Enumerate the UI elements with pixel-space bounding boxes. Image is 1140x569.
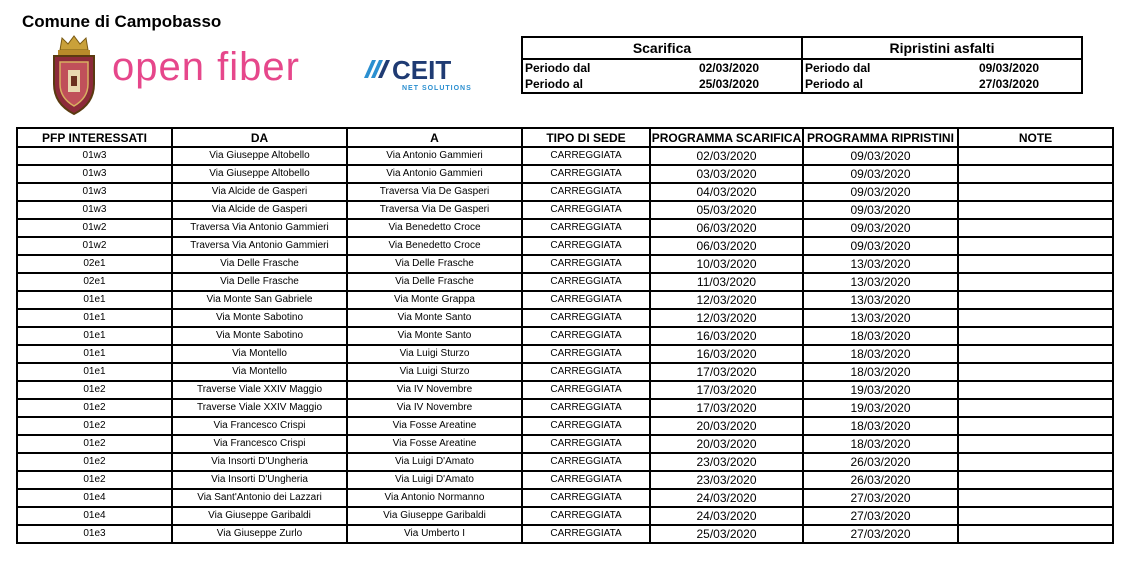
- cell-tipo: CARREGGIATA: [522, 219, 650, 237]
- table-row: [17, 165, 1113, 183]
- cell-tipo: CARREGGIATA: [522, 309, 650, 327]
- cell-scarifica: 23/03/2020: [650, 471, 803, 489]
- cell-ripristini: 13/03/2020: [803, 273, 958, 291]
- cell-tipo: CARREGGIATA: [522, 417, 650, 435]
- cell-pfp: 02e1: [17, 273, 172, 291]
- cell-a: Via Giuseppe Garibaldi: [347, 507, 522, 525]
- table-row: [17, 309, 1113, 327]
- table-row: [17, 471, 1113, 489]
- cell-tipo: CARREGGIATA: [522, 363, 650, 381]
- cell-a: Via Delle Frasche: [347, 255, 522, 273]
- cell-a: Via Luigi D'Amato: [347, 471, 522, 489]
- cell-a: Via Antonio Gammieri: [347, 165, 522, 183]
- cell-da: Via Monte San Gabriele: [172, 291, 347, 309]
- cell-tipo: CARREGGIATA: [522, 435, 650, 453]
- comune-crest-logo: [48, 34, 100, 116]
- cell-scarifica: 16/03/2020: [650, 327, 803, 345]
- cell-scarifica: 24/03/2020: [650, 489, 803, 507]
- scarifica-title: Scarifica: [522, 37, 802, 59]
- table-row: [17, 147, 1113, 165]
- ripristini-period: [802, 59, 1082, 93]
- cell-pfp: 01e1: [17, 327, 172, 345]
- col-header-a: A: [347, 128, 522, 147]
- table-header-row: [17, 128, 1113, 147]
- cell-ripristini: 13/03/2020: [803, 309, 958, 327]
- cell-tipo: CARREGGIATA: [522, 255, 650, 273]
- cell-ripristini: 13/03/2020: [803, 255, 958, 273]
- cell-ripristini: 09/03/2020: [803, 183, 958, 201]
- cell-a: Via Antonio Normanno: [347, 489, 522, 507]
- cell-scarifica: 20/03/2020: [650, 417, 803, 435]
- cell-pfp: 01w2: [17, 219, 172, 237]
- cell-note: [958, 345, 1113, 363]
- table-row: [17, 363, 1113, 381]
- period-to-label: Periodo al: [805, 77, 864, 91]
- cell-da: Via Giuseppe Altobello: [172, 165, 347, 183]
- cell-note: [958, 381, 1113, 399]
- cell-note: [958, 183, 1113, 201]
- cell-tipo: CARREGGIATA: [522, 201, 650, 219]
- cell-a: Via Fosse Areatine: [347, 435, 522, 453]
- table-row: [17, 345, 1113, 363]
- ceit-logo-subtext: NET SOLUTIONS: [402, 85, 472, 92]
- col-header-ripristini: PROGRAMMA RIPRISTINI: [803, 128, 958, 147]
- cell-note: [958, 435, 1113, 453]
- cell-a: Via Monte Grappa: [347, 291, 522, 309]
- cell-note: [958, 147, 1113, 165]
- cell-pfp: 01e1: [17, 345, 172, 363]
- cell-da: Via Giuseppe Zurlo: [172, 525, 347, 543]
- table-row: [17, 489, 1113, 507]
- cell-pfp: 01w3: [17, 201, 172, 219]
- cell-da: Via Francesco Crispi: [172, 417, 347, 435]
- cell-ripristini: 27/03/2020: [803, 489, 958, 507]
- cell-ripristini: 13/03/2020: [803, 291, 958, 309]
- open-fiber-logo: open fiber: [112, 45, 300, 89]
- cell-a: Traversa Via De Gasperi: [347, 201, 522, 219]
- cell-a: Via Monte Santo: [347, 327, 522, 345]
- cell-pfp: 01e1: [17, 363, 172, 381]
- cell-ripristini: 09/03/2020: [803, 165, 958, 183]
- col-header-da: DA: [172, 128, 347, 147]
- cell-ripristini: 09/03/2020: [803, 147, 958, 165]
- cell-scarifica: 05/03/2020: [650, 201, 803, 219]
- cell-ripristini: 27/03/2020: [803, 507, 958, 525]
- cell-scarifica: 06/03/2020: [650, 237, 803, 255]
- table-row: [17, 291, 1113, 309]
- cell-da: Via Insorti D'Ungheria: [172, 471, 347, 489]
- cell-note: [958, 255, 1113, 273]
- period-to-value: 27/03/2020: [978, 77, 1039, 91]
- cell-tipo: CARREGGIATA: [522, 237, 650, 255]
- cell-pfp: 01e2: [17, 417, 172, 435]
- table-row: [17, 201, 1113, 219]
- period-from-label: Periodo dal: [805, 61, 871, 75]
- cell-scarifica: 11/03/2020: [650, 273, 803, 291]
- cell-scarifica: 25/03/2020: [650, 525, 803, 543]
- cell-ripristini: 09/03/2020: [803, 201, 958, 219]
- period-to-label: Periodo al: [525, 77, 584, 91]
- cell-ripristini: 18/03/2020: [803, 345, 958, 363]
- period-from-value: 09/03/2020: [978, 61, 1039, 75]
- cell-a: Via Umberto I: [347, 525, 522, 543]
- cell-tipo: CARREGGIATA: [522, 489, 650, 507]
- cell-scarifica: 24/03/2020: [650, 507, 803, 525]
- cell-pfp: 01e2: [17, 399, 172, 417]
- table-row: [17, 237, 1113, 255]
- cell-scarifica: 12/03/2020: [650, 309, 803, 327]
- cell-pfp: 01w3: [17, 147, 172, 165]
- cell-tipo: CARREGGIATA: [522, 327, 650, 345]
- cell-da: Via Montello: [172, 345, 347, 363]
- cell-a: Via Monte Santo: [347, 309, 522, 327]
- cell-tipo: CARREGGIATA: [522, 381, 650, 399]
- table-row: [17, 435, 1113, 453]
- cell-tipo: CARREGGIATA: [522, 273, 650, 291]
- cell-a: Via IV Novembre: [347, 381, 522, 399]
- cell-pfp: 01e2: [17, 381, 172, 399]
- cell-pfp: 01w2: [17, 237, 172, 255]
- cell-pfp: 01e1: [17, 291, 172, 309]
- cell-note: [958, 417, 1113, 435]
- cell-scarifica: 03/03/2020: [650, 165, 803, 183]
- cell-pfp: 01e4: [17, 489, 172, 507]
- cell-da: Via Montello: [172, 363, 347, 381]
- cell-a: Via Benedetto Croce: [347, 219, 522, 237]
- cell-a: Via Antonio Gammieri: [347, 147, 522, 165]
- cell-ripristini: 18/03/2020: [803, 435, 958, 453]
- cell-ripristini: 26/03/2020: [803, 453, 958, 471]
- cell-da: Traverse Viale XXIV Maggio: [172, 399, 347, 417]
- table-row: [17, 219, 1113, 237]
- cell-pfp: 02e1: [17, 255, 172, 273]
- cell-a: Via Benedetto Croce: [347, 237, 522, 255]
- cell-a: Via IV Novembre: [347, 399, 522, 417]
- scarifica-period: [522, 59, 802, 93]
- col-header-tipo: TIPO DI SEDE: [522, 128, 650, 147]
- cell-da: Via Giuseppe Altobello: [172, 147, 347, 165]
- cell-scarifica: 20/03/2020: [650, 435, 803, 453]
- cell-da: Traverse Viale XXIV Maggio: [172, 381, 347, 399]
- cell-tipo: CARREGGIATA: [522, 147, 650, 165]
- cell-tipo: CARREGGIATA: [522, 453, 650, 471]
- cell-pfp: 01e3: [17, 525, 172, 543]
- col-header-note: NOTE: [958, 128, 1113, 147]
- cell-scarifica: 06/03/2020: [650, 219, 803, 237]
- cell-note: [958, 507, 1113, 525]
- cell-note: [958, 363, 1113, 381]
- table-row: [17, 507, 1113, 525]
- cell-ripristini: 26/03/2020: [803, 471, 958, 489]
- cell-da: Traversa Via Antonio Gammieri: [172, 237, 347, 255]
- ceit-logo: [362, 52, 478, 94]
- cell-da: Via Sant'Antonio dei Lazzari: [172, 489, 347, 507]
- cell-da: Via Giuseppe Garibaldi: [172, 507, 347, 525]
- cell-tipo: CARREGGIATA: [522, 399, 650, 417]
- col-header-pfp: PFP INTERESSATI: [17, 128, 172, 147]
- table-row: [17, 183, 1113, 201]
- cell-note: [958, 309, 1113, 327]
- period-summary: [521, 36, 1083, 94]
- period-to-value: 25/03/2020: [698, 77, 759, 91]
- cell-scarifica: 17/03/2020: [650, 399, 803, 417]
- cell-pfp: 01e4: [17, 507, 172, 525]
- cell-note: [958, 399, 1113, 417]
- cell-da: Via Monte Sabotino: [172, 327, 347, 345]
- cell-pfp: 01e2: [17, 453, 172, 471]
- table-body: [17, 147, 1113, 543]
- cell-scarifica: 02/03/2020: [650, 147, 803, 165]
- cell-scarifica: 12/03/2020: [650, 291, 803, 309]
- ripristini-title: Ripristini asfalti: [802, 37, 1082, 59]
- cell-pfp: 01w3: [17, 165, 172, 183]
- cell-ripristini: 09/03/2020: [803, 219, 958, 237]
- table-row: [17, 453, 1113, 471]
- cell-ripristini: 27/03/2020: [803, 525, 958, 543]
- cell-a: Via Luigi Sturzo: [347, 345, 522, 363]
- schedule-table: [16, 127, 1114, 544]
- table-row: [17, 381, 1113, 399]
- cell-note: [958, 525, 1113, 543]
- cell-note: [958, 471, 1113, 489]
- cell-scarifica: 04/03/2020: [650, 183, 803, 201]
- cell-ripristini: 09/03/2020: [803, 237, 958, 255]
- cell-note: [958, 165, 1113, 183]
- page-title: Comune di Campobasso: [22, 12, 222, 31]
- cell-scarifica: 10/03/2020: [650, 255, 803, 273]
- cell-scarifica: 23/03/2020: [650, 453, 803, 471]
- cell-note: [958, 219, 1113, 237]
- cell-note: [958, 201, 1113, 219]
- cell-note: [958, 453, 1113, 471]
- cell-da: Traversa Via Antonio Gammieri: [172, 219, 347, 237]
- cell-a: Via Fosse Areatine: [347, 417, 522, 435]
- cell-note: [958, 291, 1113, 309]
- cell-scarifica: 17/03/2020: [650, 363, 803, 381]
- cell-tipo: CARREGGIATA: [522, 291, 650, 309]
- table-row: [17, 399, 1113, 417]
- cell-a: Traversa Via De Gasperi: [347, 183, 522, 201]
- cell-scarifica: 16/03/2020: [650, 345, 803, 363]
- cell-pfp: 01e1: [17, 309, 172, 327]
- table-row: [17, 327, 1113, 345]
- cell-note: [958, 327, 1113, 345]
- cell-tipo: CARREGGIATA: [522, 525, 650, 543]
- cell-note: [958, 489, 1113, 507]
- cell-a: Via Luigi D'Amato: [347, 453, 522, 471]
- cell-da: Via Delle Frasche: [172, 255, 347, 273]
- cell-a: Via Delle Frasche: [347, 273, 522, 291]
- cell-pfp: 01e2: [17, 471, 172, 489]
- table-row: [17, 417, 1113, 435]
- period-from-label: Periodo dal: [525, 61, 591, 75]
- cell-tipo: CARREGGIATA: [522, 183, 650, 201]
- cell-da: Via Alcide de Gasperi: [172, 201, 347, 219]
- ceit-logo-text: CEIT: [392, 55, 452, 85]
- cell-ripristini: 18/03/2020: [803, 327, 958, 345]
- table-row: [17, 273, 1113, 291]
- cell-da: Via Francesco Crispi: [172, 435, 347, 453]
- table-row: [17, 525, 1113, 543]
- cell-pfp: 01w3: [17, 183, 172, 201]
- cell-ripristini: 19/03/2020: [803, 399, 958, 417]
- cell-pfp: 01e2: [17, 435, 172, 453]
- cell-tipo: CARREGGIATA: [522, 345, 650, 363]
- cell-ripristini: 19/03/2020: [803, 381, 958, 399]
- cell-tipo: CARREGGIATA: [522, 471, 650, 489]
- cell-scarifica: 17/03/2020: [650, 381, 803, 399]
- cell-tipo: CARREGGIATA: [522, 507, 650, 525]
- col-header-scarifica: PROGRAMMA SCARIFICA: [650, 128, 803, 147]
- cell-note: [958, 237, 1113, 255]
- period-from-value: 02/03/2020: [698, 61, 759, 75]
- cell-a: Via Luigi Sturzo: [347, 363, 522, 381]
- cell-ripristini: 18/03/2020: [803, 417, 958, 435]
- cell-ripristini: 18/03/2020: [803, 363, 958, 381]
- cell-da: Via Insorti D'Ungheria: [172, 453, 347, 471]
- cell-da: Via Monte Sabotino: [172, 309, 347, 327]
- cell-da: Via Delle Frasche: [172, 273, 347, 291]
- table-row: [17, 255, 1113, 273]
- cell-note: [958, 273, 1113, 291]
- cell-da: Via Alcide de Gasperi: [172, 183, 347, 201]
- cell-tipo: CARREGGIATA: [522, 165, 650, 183]
